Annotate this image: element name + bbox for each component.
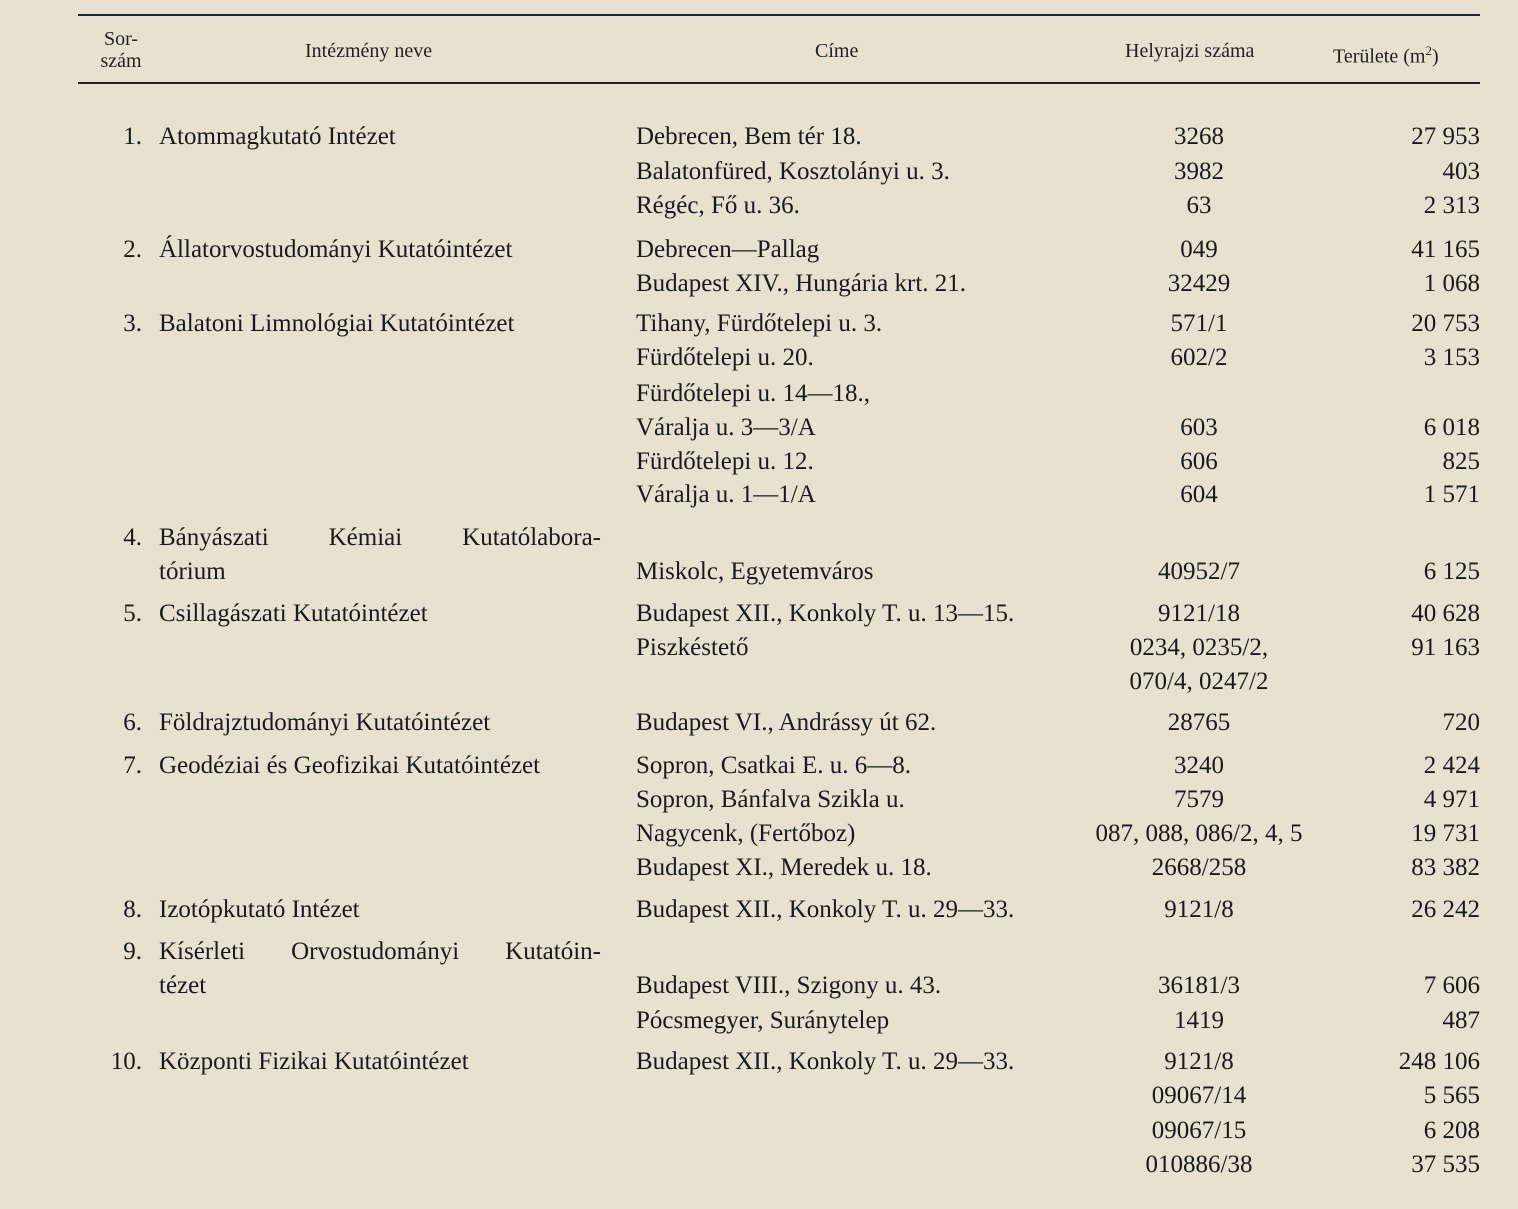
parcel-number: 28765 xyxy=(1167,709,1231,736)
address: Fürdőtelepi u. 12. xyxy=(636,448,814,475)
table-row xyxy=(0,377,1518,411)
row-number: 8. xyxy=(123,896,142,923)
area-value: 40 628 xyxy=(1411,600,1480,627)
table-row xyxy=(0,521,1518,555)
header-terulete-close: ) xyxy=(1431,45,1439,68)
table-row xyxy=(0,341,1518,375)
table-row xyxy=(0,555,1518,589)
parcel-number: 070/4, 0247/2 xyxy=(1129,668,1269,695)
institution-name: tézet xyxy=(159,972,207,999)
area-value: 248 106 xyxy=(1398,1048,1480,1075)
table-row xyxy=(0,749,1518,783)
parcel-number: 049 xyxy=(1180,236,1218,263)
parcel-number: 32429 xyxy=(1167,270,1231,297)
address: Piszkéstető xyxy=(636,634,749,661)
parcel-number: 571/1 xyxy=(1170,310,1228,337)
address: Debrecen, Bem tér 18. xyxy=(636,123,862,150)
area-value: 83 382 xyxy=(1411,854,1480,881)
address: Nagycenk, (Fertőboz) xyxy=(636,820,856,847)
address: Fürdőtelepi u. 20. xyxy=(636,344,814,371)
area-value: 91 163 xyxy=(1411,634,1480,661)
area-value: 1 068 xyxy=(1423,270,1480,297)
table-row xyxy=(0,783,1518,817)
area-value: 37 535 xyxy=(1411,1151,1480,1178)
table-row xyxy=(0,851,1518,885)
table-row xyxy=(0,665,1518,699)
table-row xyxy=(0,267,1518,301)
table-row xyxy=(0,893,1518,927)
address: Sopron, Bánfalva Szikla u. xyxy=(636,786,905,813)
header-cime: Címe xyxy=(815,40,859,62)
parcel-number: 3268 xyxy=(1174,123,1224,150)
area-value: 5 565 xyxy=(1423,1082,1480,1109)
header-terulete-sup: 2 xyxy=(1425,43,1432,58)
parcel-number: 087, 088, 086/2, 4, 5 xyxy=(1095,820,1303,847)
parcel-number: 09067/14 xyxy=(1151,1082,1247,1109)
table-row xyxy=(0,307,1518,341)
header-sorszam-line2: szám xyxy=(100,50,142,72)
row-number: 2. xyxy=(123,236,142,263)
area-value: 41 165 xyxy=(1411,236,1480,263)
institution-name-word: Kísérleti xyxy=(159,938,246,965)
institution-name: Központi Fizikai Kutatóintézet xyxy=(159,1048,469,1075)
parcel-number: 09067/15 xyxy=(1151,1117,1247,1144)
table-row xyxy=(0,155,1518,189)
row-number: 6. xyxy=(123,709,142,736)
address: Fürdőtelepi u. 14—18., xyxy=(636,380,871,407)
table-row xyxy=(0,935,1518,969)
table-row xyxy=(0,411,1518,445)
area-value: 3 153 xyxy=(1423,344,1480,371)
address: Budapest XIV., Hungária krt. 21. xyxy=(636,270,967,297)
row-number: 3. xyxy=(123,310,142,337)
parcel-number: 604 xyxy=(1180,481,1218,508)
table-row xyxy=(0,1045,1518,1079)
institution-name xyxy=(159,935,601,969)
area-value: 26 242 xyxy=(1411,896,1480,923)
parcel-number: 1419 xyxy=(1174,1007,1224,1034)
parcel-number: 9121/8 xyxy=(1164,896,1234,923)
address: Váralja u. 1—1/A xyxy=(636,481,816,508)
institution-name: Izotópkutató Intézet xyxy=(159,896,360,923)
header-sorszam-line1: Sor- xyxy=(103,28,139,50)
area-value: 27 953 xyxy=(1411,123,1480,150)
address: Debrecen—Pallag xyxy=(636,236,820,263)
table-row xyxy=(0,969,1518,1003)
area-value: 6 125 xyxy=(1423,558,1480,585)
table-row xyxy=(0,597,1518,631)
table-row xyxy=(0,1079,1518,1113)
header-terulete-label: Területe (m xyxy=(1333,45,1426,68)
parcel-number: 40952/7 xyxy=(1158,558,1240,585)
parcel-number: 9121/8 xyxy=(1164,1048,1234,1075)
row-number: 4. xyxy=(123,524,142,551)
area-value: 487 xyxy=(1442,1007,1480,1034)
area-value: 6 018 xyxy=(1423,414,1480,441)
table-row xyxy=(0,445,1518,479)
parcel-number: 3982 xyxy=(1174,158,1224,185)
area-value: 4 971 xyxy=(1423,786,1480,813)
address: Régéc, Fő u. 36. xyxy=(636,192,800,219)
parcel-number: 606 xyxy=(1180,448,1218,475)
area-value: 20 753 xyxy=(1411,310,1480,337)
institution-name xyxy=(159,521,601,555)
area-value: 2 424 xyxy=(1423,752,1480,779)
table-row xyxy=(0,1004,1518,1038)
area-value: 7 606 xyxy=(1423,972,1480,999)
table-row xyxy=(0,817,1518,851)
parcel-number: 63 xyxy=(1186,192,1212,219)
parcel-number: 2668/258 xyxy=(1151,854,1247,881)
institution-name-word: Bányászati xyxy=(159,524,269,551)
address: Váralja u. 3—3/A xyxy=(636,414,816,441)
parcel-number: 0234, 0235/2, xyxy=(1129,634,1269,661)
institution-name-word: Kutatólabora- xyxy=(462,524,601,551)
address: Budapest VIII., Szigony u. 43. xyxy=(636,972,942,999)
area-value: 6 208 xyxy=(1423,1117,1480,1144)
address: Budapest XII., Konkoly T. u. 13—15. xyxy=(636,600,1015,627)
area-value: 2 313 xyxy=(1423,192,1480,219)
header-helyrajzi-szama: Helyrajzi száma xyxy=(1125,40,1255,62)
institution-name-word: Orvostudományi xyxy=(291,938,460,965)
institution-name: Földrajztudományi Kutatóintézet xyxy=(159,709,491,736)
institution-name: Geodéziai és Geofizikai Kutatóintézet xyxy=(159,752,541,779)
table-row xyxy=(0,631,1518,665)
institution-name-word: Kémiai xyxy=(328,524,403,551)
table-row xyxy=(0,478,1518,512)
table-row xyxy=(0,1114,1518,1148)
address: Balatonfüred, Kosztolányi u. 3. xyxy=(636,158,950,185)
row-number: 10. xyxy=(110,1048,142,1075)
table-row xyxy=(0,189,1518,223)
address: Budapest XII., Konkoly T. u. 29—33. xyxy=(636,896,1015,923)
parcel-number: 010886/38 xyxy=(1145,1151,1253,1178)
parcel-number: 9121/18 xyxy=(1158,600,1240,627)
address: Budapest XI., Meredek u. 18. xyxy=(636,854,932,881)
area-value: 403 xyxy=(1442,158,1480,185)
parcel-number: 3240 xyxy=(1174,752,1224,779)
area-value: 1 571 xyxy=(1423,481,1480,508)
row-number: 7. xyxy=(123,752,142,779)
row-number: 9. xyxy=(123,938,142,965)
institution-name: Balatoni Limnológiai Kutatóintézet xyxy=(159,310,515,337)
header-intezmeny-neve: Intézmény neve xyxy=(305,40,433,62)
institution-name: Állatorvostudományi Kutatóintézet xyxy=(159,236,513,263)
institution-name: Atommagkutató Intézet xyxy=(159,123,396,150)
address: Pócsmegyer, Suránytelep xyxy=(636,1007,890,1034)
address: Tihany, Fürdőtelepi u. 3. xyxy=(636,310,883,337)
address: Budapest VI., Andrássy út 62. xyxy=(636,709,937,736)
parcel-number: 603 xyxy=(1180,414,1218,441)
parcel-number: 36181/3 xyxy=(1158,972,1240,999)
table-row xyxy=(0,120,1518,154)
row-number: 1. xyxy=(123,123,142,150)
address: Budapest XII., Konkoly T. u. 29—33. xyxy=(636,1048,1015,1075)
table-row xyxy=(0,706,1518,740)
table-row xyxy=(0,233,1518,267)
institution-name-word: Kutatóin- xyxy=(505,938,601,965)
area-value: 19 731 xyxy=(1411,820,1480,847)
parcel-number: 602/2 xyxy=(1170,344,1228,371)
area-value: 720 xyxy=(1442,709,1480,736)
address: Sopron, Csatkai E. u. 6—8. xyxy=(636,752,911,779)
area-value: 825 xyxy=(1442,448,1480,475)
table-row xyxy=(0,1148,1518,1182)
institution-name: tórium xyxy=(159,558,226,585)
institution-name: Csillagászati Kutatóintézet xyxy=(159,600,428,627)
address: Miskolc, Egyetemváros xyxy=(636,558,874,585)
parcel-number: 7579 xyxy=(1174,786,1224,813)
row-number: 5. xyxy=(123,600,142,627)
